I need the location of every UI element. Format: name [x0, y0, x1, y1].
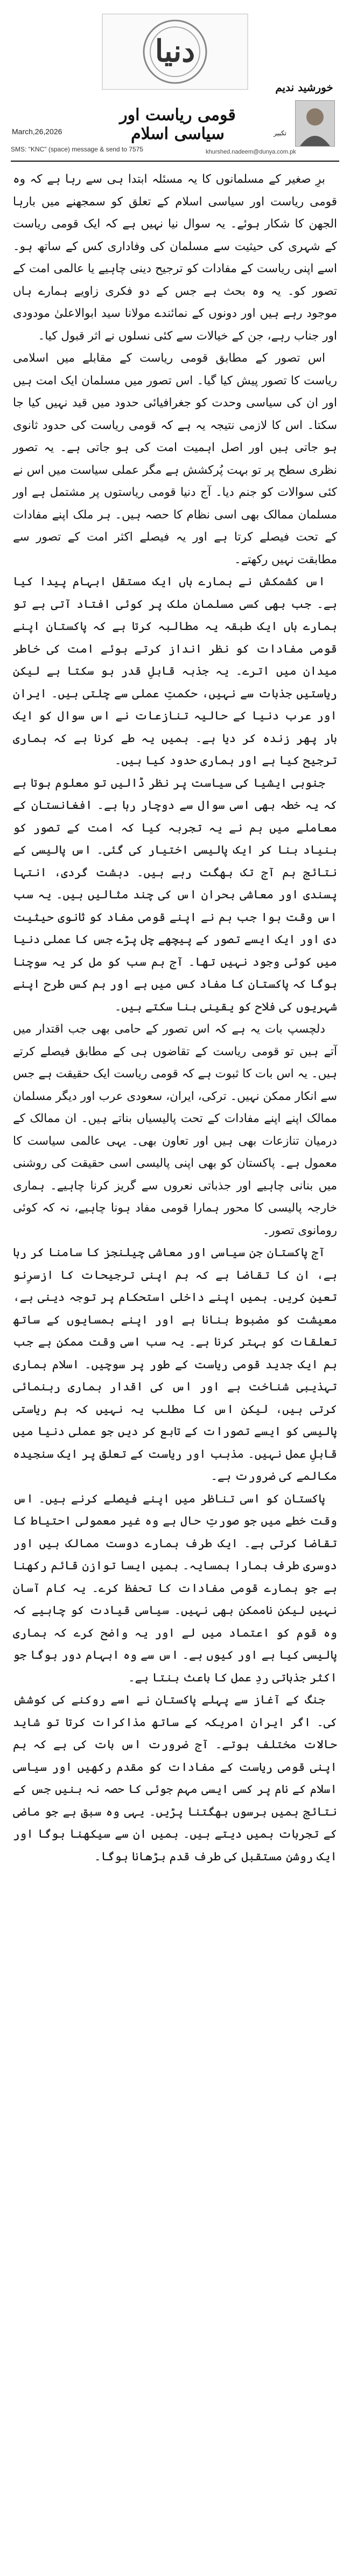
article-paragraph: پاکستان کو اسی تناظر میں اپنے فیصلے کرنے ہیں۔ اس وقت خطے میں جو صورتِ حال ہے وہ غیر معمولی احتیاط کا تقاضا کرتی ہے۔ ایک طرف ہمارے دوست ممالک ہیں اور دوسری طرف ہمارا ہمسایہ۔ ہمیں ایسا توازن قائم رکھنا ہے جو ہمارے قومی مفادات کا تحفظ کرے۔ یہ کام آسان نہیں لیکن ناممکن بھی نہیں۔ سیاسی قیادت کو چاہیے کہ وہ قوم کو اعتماد میں لے اور یہ واضح کرے کہ ہماری پالیسی کیا ہے اور کیوں ہے۔ اس سے وہ ابہام دور ہوگا جو اکثر جذباتی ردِ عمل کا باعث بنتا ہے۔ [13, 1492, 337, 1685]
article-paragraph: آج پاکستان جن سیاسی اور معاشی چیلنجز کا سامنا کر رہا ہے، ان کا تقاضا ہے کہ ہم اپنی ترجیحات کا ازسرِنو تعین کریں۔ ہمیں اپنے داخلی استحکام پر توجہ دینی ہے، معیشت کو مضبوط بنانا ہے اور اپنے ہمسایوں کے ساتھ تعلقات کو بہتر کرنا ہے۔ یہ سب اسی وقت ممکن ہے جب ہم ایک جدید قومی ریاست کے طور پر سوچیں۔ اسلام ہماری تہذیبی شناخت ہے اور اس کی اقدار ہماری رہنمائی کرتی ہیں، لیکن اس کا مطلب یہ نہیں کہ ہم ریاستی پالیسی کو ایسے تصورات کے تابع کر دیں جو عملی دنیا میں قابلِ عمل نہیں۔ مذہب اور ریاست کے تعلق پر ایک سنجیدہ مکالمے کی ضرورت ہے۔ [13, 1246, 337, 1483]
dunya-logo-icon [86, 3, 264, 100]
author-portrait-icon [296, 101, 334, 146]
sms-instructions: SMS: "KNC" (space) message & send to 7575 [11, 146, 143, 153]
article-paragraph: دلچسپ بات یہ ہے کہ اس تصور کے حامی بھی جب اقتدار میں آتے ہیں تو قومی ریاست کے تقاضوں ہی کے مطابق فیصلے کرتے ہیں۔ یہ اس بات کا ثبوت ہے کہ قومی ریاست ایک حقیقت ہے جس سے انکار ممکن نہیں۔ ترکی، ایران، سعودی عرب اور دیگر مسلمان ممالک اپنے اپنے مفادات کے تحت پالیسیاں بناتے ہیں۔ ان ممالک کے درمیان تنازعات بھی ہیں اور تعاون بھی۔ یہی عالمی سیاست کا معمول ہے۔ پاکستان کو بھی اپنی پالیسی اسی حقیقت کی روشنی میں بنانی چاہیے اور جذباتی نعروں سے گریز کرنا چاہیے۔ ہماری خارجہ پالیسی کا محور ہمارا قومی مفاد ہونا چاہیے، نہ کہ کوئی رومانوی تصور۔ [13, 1022, 337, 1237]
author-name: خورشید ندیم [275, 81, 333, 94]
article-paragraph: اس تصور کے مطابق قومی ریاست کے مقابلے میں اسلامی ریاست کا تصور پیش کیا گیا۔ اس تصور میں مسلمان ایک امت ہیں اور ان کی سیاسی وحدت کو جغرافیائی حدود میں قید نہیں کیا جا سکتا۔ اس کا لازمی نتیجہ یہ ہے کہ قومی ریاست کی حدود ثانوی ہو جاتی ہیں اور اصل اہمیت امت کی ہو جاتی ہے۔ یہ تصور نظری سطح پر تو بہت پُرکشش ہے مگر عملی سیاست میں اس نے کئی سوالات کو جنم دیا۔ آج دنیا قومی ریاستوں پر مشتمل ہے اور مسلمان ممالک بھی اسی نظام کا حصہ ہیں۔ ہر ملک اپنے مفادات کے تحت فیصلے کرتا ہے اور یہ فیصلے اکثر امت کے تصور سے مطابقت نہیں رکھتے۔ [13, 351, 337, 566]
article-paragraph: اس کشمکش نے ہمارے ہاں ایک مستقل ابہام پیدا کیا ہے۔ جب بھی کسی مسلمان ملک پر کوئی افتاد آتی ہے تو ہمارے ہاں ایک طبقہ یہ مطالبہ کرتا ہے کہ پاکستان اپنے قومی مفادات کو نظر انداز کرتے ہوئے امت کی خاطر میدان میں اترے۔ یہ جذبہ قابلِ قدر ہو سکتا ہے لیکن ریاستیں جذبات سے نہیں، حکمتِ عملی سے چلتی ہیں۔ ایران اور عرب دنیا کے حالیہ تنازعات نے اس سوال کو ایک بار پھر زندہ کر دیا ہے۔ ہمیں یہ طے کرنا ہے کہ ہماری ترجیح کیا ہے اور ہماری حدود کیا ہیں۔ [13, 575, 337, 767]
article-paragraph: جنوبی ایشیا کی سیاست پر نظر ڈالیں تو معلوم ہوتا ہے کہ یہ خطہ بھی اسی سوال سے دوچار رہا ہے۔ افغانستان کے معاملے میں ہم نے یہ تجربہ کیا کہ امت کے تصور کو بنیاد بنا کر ایک پالیسی اختیار کی گئی۔ اس پالیسی کے نتائج ہم آج تک بھگت رہے ہیں۔ دہشت گردی، انتہا پسندی اور معاشی بحران اس کی چند مثالیں ہیں۔ یہ سب اس وقت ہوا جب ہم نے اپنے قومی مفاد کو ثانوی حیثیت دی اور ایک ایسے تصور کے پیچھے چل پڑے جس کا عملی دنیا میں کوئی وجود نہیں تھا۔ آج ہم سب کو مل کر یہ سوچنا ہوگا کہ پاکستان کا مفاد کس میں ہے اور ہم کس طرح اپنے شہریوں کی فلاح کو یقینی بنا سکتے ہیں۔ [13, 776, 337, 1014]
author-block [264, 75, 345, 156]
article-paragraph: جنگ کے آغاز سے پہلے پاکستان نے اسے روکنے کی کوشش کی۔ اگر ایران امریکہ کے ساتھ مذاکرات کرتا تو شاید حالات مختلف ہوتے۔ آج ضرورت اس بات کی ہے کہ ہم اپنی قومی ریاست کے مفادات کو مقدم رکھیں اور سیاسی اسلام کے نام پر کسی ایسی مہم جوئی کا حصہ نہ بنیں جس کے نتائج ہمیں برسوں بھگتنا پڑیں۔ یہی وہ سبق ہے جو ماضی کے تجربات ہمیں دیتے ہیں۔ ہمیں ان سے سیکھنا ہوگا اور ایک روشن مستقبل کی طرف قدم بڑھانا ہوگا۔ [13, 1693, 337, 1864]
publish-date: March,26,2026 [12, 127, 62, 136]
column-header [0, 0, 350, 162]
article-paragraph: برِ صغیر کے مسلمانوں کا یہ مسئلہ ابتدا ہی سے رہا ہے کہ وہ قومی ریاست اور سیاسی اسلام کے تعلق کو سمجھنے میں بارہا الجھن کا شکار ہوئے۔ یہ سوال نیا نہیں ہے کہ ایک قومی ریاست کے شہری کی حیثیت سے مسلمان کی وفاداری کس کے ساتھ ہو۔ اسے اپنی ریاست کے مفادات کو ترجیح دینی چاہیے یا عالمی امت کے تصور کو۔ یہ وہ بحث ہے جس کے دو فکری زاویے ہمارے ہاں موجود رہے ہیں اور دونوں کے نمائندے مولانا سید ابوالاعلیٰ مودودی اور جناب رہے، جن کے خیالات سے کئی نسلوں نے اثر قبول کیا۔ [13, 172, 337, 343]
article-body [13, 168, 337, 1868]
column-title: قومی ریاست اور سیاسی اسلام [120, 106, 236, 143]
logo-text: دنیا [155, 33, 195, 69]
header-divider [11, 161, 339, 162]
author-email: khurshed.nadeem@dunya.com.pk [206, 149, 296, 155]
masthead-logo [86, 3, 264, 100]
author-photo [295, 100, 335, 147]
column-kicker: تکبیر [274, 129, 286, 137]
